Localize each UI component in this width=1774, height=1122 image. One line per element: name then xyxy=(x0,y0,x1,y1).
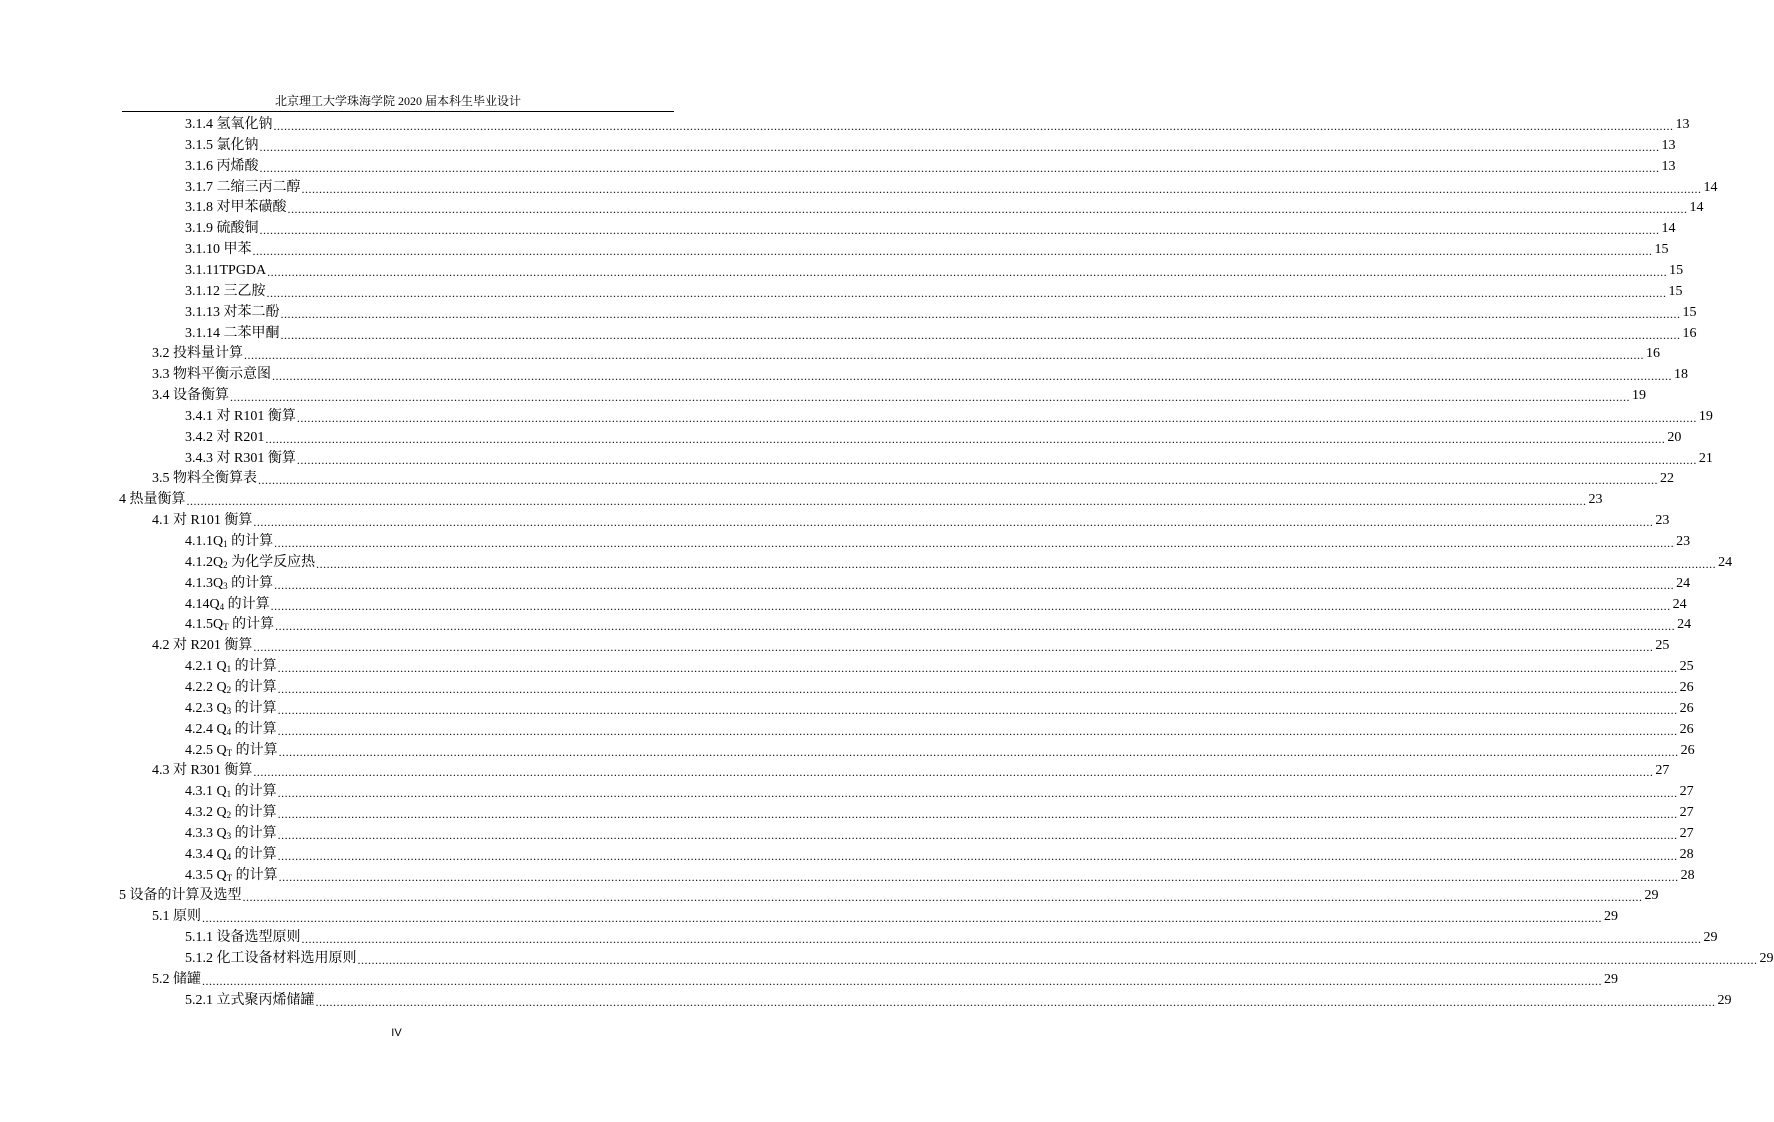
toc-leader-dots: ................................................................................................................................................................................................................................................................................................................................................................................................................ xyxy=(270,598,1671,613)
toc-entry[interactable] xyxy=(185,697,1694,718)
toc-entry-title: 4.2 对 R201 衡算 xyxy=(152,638,253,654)
toc-entry-page: 29 xyxy=(1604,971,1618,987)
toc-entry-title: 3.4.3 对 R301 衡算 xyxy=(185,450,296,466)
toc-entry-page: 15 xyxy=(1654,242,1669,258)
toc-entry[interactable] xyxy=(152,759,1670,780)
toc-leader-dots: ................................................................................................................................................................................................................................................................................................................................................................................................................ xyxy=(265,431,1666,446)
toc-entry[interactable] xyxy=(185,196,1704,217)
toc-leader-dots: ................................................................................................................................................................................................................................................................................................................................................................................................................ xyxy=(357,953,1758,967)
toc-leader-dots: ................................................................................................................................................................................................................................................................................................................................................................................................................ xyxy=(277,827,1678,842)
toc-entry[interactable] xyxy=(185,843,1694,864)
toc-entry-title: 3.1.13 对苯二酚 xyxy=(185,304,280,320)
toc-leader-dots: ................................................................................................................................................................................................................................................................................................................................................................................................................ xyxy=(273,119,1674,133)
toc-leader-dots: ................................................................................................................................................................................................................................................................................................................................................................................................................ xyxy=(296,452,1697,467)
toc-entry[interactable] xyxy=(152,634,1670,655)
toc-entry-page: 29 xyxy=(1703,930,1718,946)
toc-leader-dots: ................................................................................................................................................................................................................................................................................................................................................................................................................ xyxy=(277,807,1678,822)
toc-entry-page: 24 xyxy=(1718,554,1733,570)
toc-entry-page: 29 xyxy=(1717,992,1732,1008)
toc-leader-dots: ................................................................................................................................................................................................................................................................................................................................................................................................................ xyxy=(252,244,1653,259)
toc-leader-dots: ................................................................................................................................................................................................................................................................................................................................................................................................................ xyxy=(278,869,1679,884)
toc-entry[interactable] xyxy=(185,655,1694,676)
toc-entry-page: 26 xyxy=(1679,679,1694,695)
toc-entry[interactable] xyxy=(185,739,1695,760)
toc-entry[interactable] xyxy=(119,884,1659,905)
toc-entry-title: 4.2.3 $Q_3$ 的计算 xyxy=(185,700,277,716)
toc-entry-title: 4.3 对 R301 衡算 xyxy=(152,763,253,779)
toc-entry-title: 4.3.4 $Q_4$ 的计算 xyxy=(185,846,277,862)
toc-entry[interactable] xyxy=(185,426,1682,447)
toc-entry-page: 25 xyxy=(1679,659,1694,675)
toc-entry[interactable] xyxy=(185,301,1697,322)
toc-entry-page: 14 xyxy=(1689,200,1704,216)
toc-leader-dots: ................................................................................................................................................................................................................................................................................................................................................................................................................ xyxy=(277,661,1678,676)
toc-entry[interactable] xyxy=(185,405,1713,426)
toc-entry-page: 13 xyxy=(1675,117,1690,132)
toc-entry-title: 4.2.2 $Q_2$ 的计算 xyxy=(185,679,277,695)
toc-leader-dots: ................................................................................................................................................................................................................................................................................................................................................................................................................ xyxy=(259,139,1660,154)
toc-entry-title: 4 热量衡算 xyxy=(119,492,186,508)
toc-leader-dots: ................................................................................................................................................................................................................................................................................................................................................................................................................ xyxy=(186,494,1587,509)
page-number: IV xyxy=(391,1027,402,1039)
toc-entry[interactable] xyxy=(185,322,1697,343)
toc-entry-title: 4.3.3 $Q_3$ 的计算 xyxy=(185,825,277,841)
toc-entry-page: 23 xyxy=(1655,513,1670,529)
toc-leader-dots: ................................................................................................................................................................................................................................................................................................................................................................................................................ xyxy=(274,536,1675,550)
toc-entry-title: 3.1.11TPGDA xyxy=(185,262,267,278)
toc-entry[interactable] xyxy=(185,864,1695,885)
toc-leader-dots: ................................................................................................................................................................................................................................................................................................................................................................................................................ xyxy=(253,640,1654,655)
toc-entry-title: 3.1.7 二缩三丙二醇 xyxy=(185,179,301,195)
toc-entry-page: 16 xyxy=(1682,325,1697,341)
toc-entry-page: 14 xyxy=(1703,179,1718,195)
toc-entry-page: 27 xyxy=(1679,825,1694,841)
toc-leader-dots: ................................................................................................................................................................................................................................................................................................................................................................................................................ xyxy=(287,202,1688,217)
toc-entry-page: 26 xyxy=(1680,742,1695,758)
toc-entry[interactable] xyxy=(152,363,1688,384)
toc-entry-title: 4.1 对 R101 衡算 xyxy=(152,513,253,529)
toc-entry-title: 3.1.5 氯化钠 xyxy=(185,137,259,153)
toc-entry-page: 15 xyxy=(1682,304,1697,320)
toc-entry-title: 3.1.14 二苯甲酮 xyxy=(185,325,280,341)
toc-entry-title: 3.4.1 对 R101 衡算 xyxy=(185,408,296,424)
toc-entry-title: 4.2.5 $Q_T$ 的计算 xyxy=(185,742,278,758)
toc-entry-title: 3.3 物料平衡示意图 xyxy=(152,367,271,383)
toc-entry[interactable] xyxy=(185,217,1676,238)
page-footer xyxy=(0,1027,793,1039)
toc-leader-dots: ................................................................................................................................................................................................................................................................................................................................................................................................................ xyxy=(259,223,1660,238)
toc-leader-dots: ................................................................................................................................................................................................................................................................................................................................................................................................................ xyxy=(230,390,1630,405)
toc-entry[interactable] xyxy=(152,384,1646,405)
toc-entry-page: 18 xyxy=(1674,367,1688,383)
toc-entry-page: 15 xyxy=(1669,262,1684,278)
toc-entry-page: 24 xyxy=(1676,575,1691,591)
toc-leader-dots: ................................................................................................................................................................................................................................................................................................................................................................................................................ xyxy=(278,744,1679,759)
toc-entry-title: 5.2.1 立式聚丙烯储罐 xyxy=(185,992,315,1008)
toc-entry-page: 29 xyxy=(1604,909,1618,925)
toc-leader-dots: ................................................................................................................................................................................................................................................................................................................................................................................................................ xyxy=(296,410,1697,425)
toc-leader-dots: ................................................................................................................................................................................................................................................................................................................................................................................................................ xyxy=(280,306,1681,321)
toc-entry-page: 28 xyxy=(1680,867,1695,883)
toc-entry-page: 19 xyxy=(1632,388,1646,404)
toc-entry-title: 3.1.6 丙烯酸 xyxy=(185,158,259,174)
toc-entry-title: 5.1.1 设备选型原则 xyxy=(185,930,301,946)
toc-entry[interactable] xyxy=(185,593,1687,614)
toc-leader-dots: ................................................................................................................................................................................................................................................................................................................................................................................................................ xyxy=(242,890,1643,905)
toc-entry-title: 5.1.2 化工设备材料选用原则 xyxy=(185,951,357,966)
toc-entry[interactable] xyxy=(185,530,1691,551)
toc-entry[interactable] xyxy=(185,280,1683,301)
toc-entry-title: 3.1.4 氢氧化钠 xyxy=(185,117,273,132)
toc-leader-dots: ................................................................................................................................................................................................................................................................................................................................................................................................................ xyxy=(272,369,1672,384)
toc-leader-dots: ................................................................................................................................................................................................................................................................................................................................................................................................................ xyxy=(277,848,1678,863)
toc-entry-page: 20 xyxy=(1667,429,1682,445)
toc-leader-dots: ................................................................................................................................................................................................................................................................................................................................................................................................................ xyxy=(277,723,1678,738)
toc-entry[interactable] xyxy=(185,259,1684,280)
toc-entry[interactable] xyxy=(119,488,1603,509)
toc-leader-dots: ................................................................................................................................................................................................................................................................................................................................................................................................................ xyxy=(280,327,1681,342)
toc-entry[interactable] xyxy=(185,718,1694,739)
toc-entry-title: 5 设备的计算及选型 xyxy=(119,888,242,904)
toc-leader-dots: ................................................................................................................................................................................................................................................................................................................................................................................................................ xyxy=(253,765,1654,780)
toc-entry[interactable] xyxy=(185,238,1669,259)
toc-leader-dots: ................................................................................................................................................................................................................................................................................................................................................................................................................ xyxy=(316,556,1717,571)
toc-entry[interactable] xyxy=(185,613,1692,634)
toc-entry-page: 29 xyxy=(1759,951,1774,966)
header-title: 北京理工大学珠海学院 2020 届本科生毕业设计 xyxy=(274,94,521,108)
toc-entry-title: 4.3.1 $Q_1$ 的计算 xyxy=(185,784,277,800)
toc-entry-page: 16 xyxy=(1646,346,1660,362)
toc-entry-page: 19 xyxy=(1698,408,1713,424)
toc-entry-title: 5.2 储罐 xyxy=(152,971,201,987)
toc-leader-dots: ................................................................................................................................................................................................................................................................................................................................................................................................................ xyxy=(244,348,1644,363)
toc-entry-page: 29 xyxy=(1644,888,1659,904)
toc-leader-dots: ................................................................................................................................................................................................................................................................................................................................................................................................................ xyxy=(277,786,1678,801)
toc-entry-title: 3.4 设备衡算 xyxy=(152,388,229,404)
toc-entry-title: 3.1.9 硫酸铜 xyxy=(185,221,259,237)
toc-entry[interactable] xyxy=(185,926,1718,947)
toc-leader-dots: ................................................................................................................................................................................................................................................................................................................................................................................................................ xyxy=(259,160,1660,175)
toc-entry[interactable] xyxy=(152,905,1618,926)
toc-entry-page: 26 xyxy=(1679,721,1694,737)
toc-entry-page: 14 xyxy=(1661,221,1676,237)
toc-entry-title: 4.2.1 $Q_1$ 的计算 xyxy=(185,659,277,675)
toc-entry-title: 3.1.8 对甲苯磺酸 xyxy=(185,200,287,216)
toc-entry[interactable] xyxy=(152,467,1674,488)
toc-leader-dots: ................................................................................................................................................................................................................................................................................................................................................................................................................ xyxy=(258,473,1658,488)
toc-entry[interactable] xyxy=(185,113,1690,134)
toc-entry[interactable] xyxy=(185,176,1718,197)
toc-entry-title: 5.1 原则 xyxy=(152,909,201,925)
toc-entry[interactable] xyxy=(185,155,1676,176)
toc-entry[interactable] xyxy=(185,676,1694,697)
toc-entry-page: 22 xyxy=(1660,471,1674,487)
toc-entry-title: $4.1.3Q_3$ 的计算 xyxy=(185,575,274,591)
toc-entry[interactable] xyxy=(185,947,1774,968)
toc-leader-dots: ................................................................................................................................................................................................................................................................................................................................................................................................................ xyxy=(253,515,1654,530)
toc-leader-dots: ................................................................................................................................................................................................................................................................................................................................................................................................................ xyxy=(202,973,1602,988)
toc-entry-page: 27 xyxy=(1679,784,1694,800)
toc-entry-page: 27 xyxy=(1679,805,1694,821)
toc-leader-dots: ................................................................................................................................................................................................................................................................................................................................................................................................................ xyxy=(301,181,1702,196)
toc-entry-title: $4.14Q_4$ 的计算 xyxy=(185,596,270,612)
toc-leader-dots: ................................................................................................................................................................................................................................................................................................................................................................................................................ xyxy=(274,577,1675,592)
toc-entry-title: 3.4.2 对 R201 xyxy=(185,429,265,445)
toc-leader-dots: ................................................................................................................................................................................................................................................................................................................................................................................................................ xyxy=(202,911,1602,926)
toc-entry[interactable] xyxy=(185,989,1732,1010)
toc-entry[interactable] xyxy=(152,968,1618,989)
toc-entry-page: 26 xyxy=(1679,700,1694,716)
toc-entry[interactable] xyxy=(185,551,1733,572)
toc-entry-title: $4.1.5Q_T$ 的计算 xyxy=(185,617,275,633)
toc-entry-page: 24 xyxy=(1672,596,1687,612)
toc-leader-dots: ................................................................................................................................................................................................................................................................................................................................................................................................................ xyxy=(315,994,1716,1009)
toc-leader-dots: ................................................................................................................................................................................................................................................................................................................................................................................................................ xyxy=(301,932,1702,947)
toc-entry-title: 3.2 投料量计算 xyxy=(152,346,243,362)
toc-entry[interactable] xyxy=(185,572,1691,593)
toc-entry-page: 21 xyxy=(1698,450,1713,466)
toc-entry-page: 28 xyxy=(1679,846,1694,862)
toc-entry-page: 13 xyxy=(1661,158,1676,174)
toc-leader-dots: ................................................................................................................................................................................................................................................................................................................................................................................................................ xyxy=(275,619,1676,634)
toc-entry[interactable] xyxy=(185,801,1694,822)
toc-entry[interactable] xyxy=(152,509,1670,530)
toc-entry-page: 27 xyxy=(1655,763,1670,779)
toc-entry-title: 3.1.10 甲苯 xyxy=(185,242,252,258)
toc-entry-title: $4.1.2Q_2$ 为化学反应热 xyxy=(185,554,316,570)
toc-leader-dots: ................................................................................................................................................................................................................................................................................................................................................................................................................ xyxy=(267,264,1668,279)
toc-entry-title: $4.1.1Q_1$ 的计算 xyxy=(185,534,274,549)
toc-leader-dots: ................................................................................................................................................................................................................................................................................................................................................................................................................ xyxy=(266,285,1667,300)
running-header xyxy=(122,93,674,112)
toc-entry-page: 23 xyxy=(1588,492,1603,508)
toc-entry-title: 3.5 物料全衡算表 xyxy=(152,471,257,487)
toc-leader-dots: ................................................................................................................................................................................................................................................................................................................................................................................................................ xyxy=(277,702,1678,717)
toc-entry-page: 24 xyxy=(1677,617,1692,633)
toc-leader-dots: ................................................................................................................................................................................................................................................................................................................................................................................................................ xyxy=(277,681,1678,696)
toc-entry-title: 4.3.2 $Q_2$ 的计算 xyxy=(185,805,277,821)
toc-entry[interactable] xyxy=(185,134,1676,155)
toc-entry-page: 23 xyxy=(1676,534,1691,549)
toc-entry[interactable] xyxy=(152,342,1660,363)
toc-entry-page: 25 xyxy=(1655,638,1670,654)
toc-entry[interactable] xyxy=(185,447,1713,468)
toc-entry[interactable] xyxy=(185,822,1694,843)
toc-entry-title: 4.2.4 $Q_4$ 的计算 xyxy=(185,721,277,737)
toc-entry-title: 4.3.5 $Q_T$ 的计算 xyxy=(185,867,278,883)
toc-entry-page: 15 xyxy=(1668,283,1683,299)
toc-entry-title: 3.1.12 三乙胺 xyxy=(185,283,266,299)
toc-entry-page: 13 xyxy=(1661,137,1676,153)
toc-entry[interactable] xyxy=(185,780,1694,801)
